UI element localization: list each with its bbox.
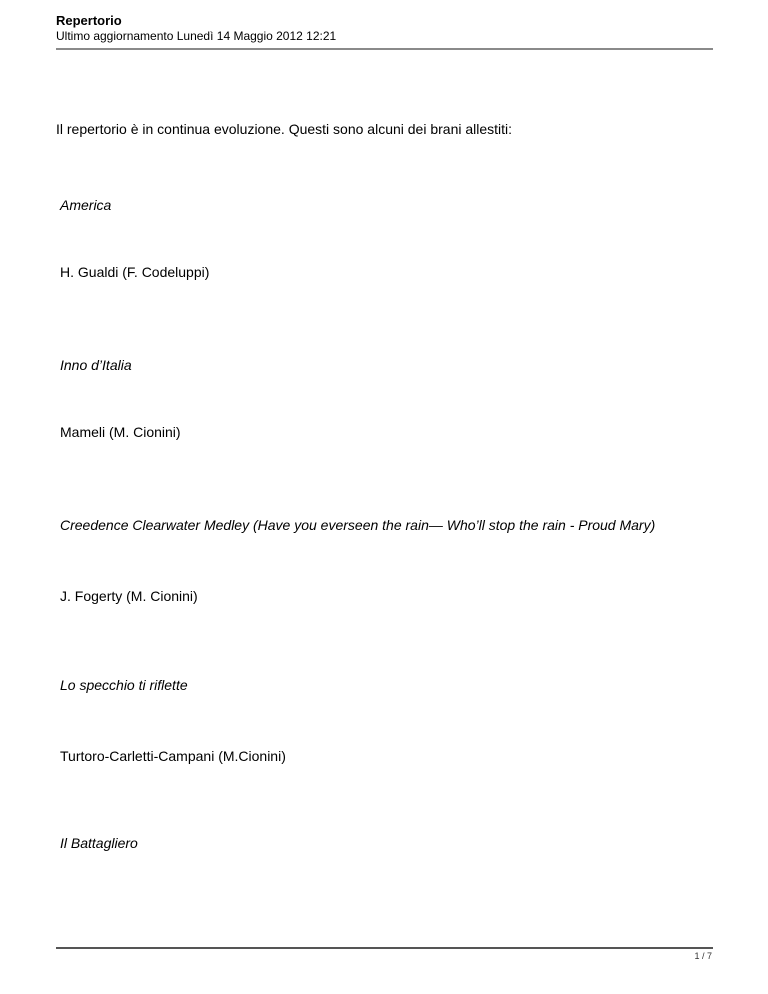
song-title: Il Battagliero [60,835,138,851]
last-updated-text: Ultimo aggiornamento Lunedì 14 Maggio 2012 12:21 [56,29,337,43]
song-credit: J. Fogerty (M. Cionini) [60,588,198,604]
intro-paragraph: Il repertorio è in continua evoluzione. Questi sono alcuni dei brani allestiti: [56,121,513,137]
document-title: Repertorio [56,13,122,28]
footer-divider [56,947,713,949]
song-title: America [60,197,112,213]
song-credit: Mameli (M. Cionini) [60,424,181,440]
page-header [56,13,713,43]
header-divider [56,48,713,50]
song-title: Inno d’Italia [60,357,132,373]
song-credit: Turtoro-Carletti-Campani (M.Cionini) [60,748,286,764]
song-title: Lo specchio ti riflette [60,677,188,693]
song-credit: H. Gualdi (F. Codeluppi) [60,264,210,280]
song-title: Creedence Clearwater Medley (Have you everseen the rain— Who’ll stop the rain - Proud Mary) [60,517,656,533]
page-number: 1 / 7 [694,951,712,961]
